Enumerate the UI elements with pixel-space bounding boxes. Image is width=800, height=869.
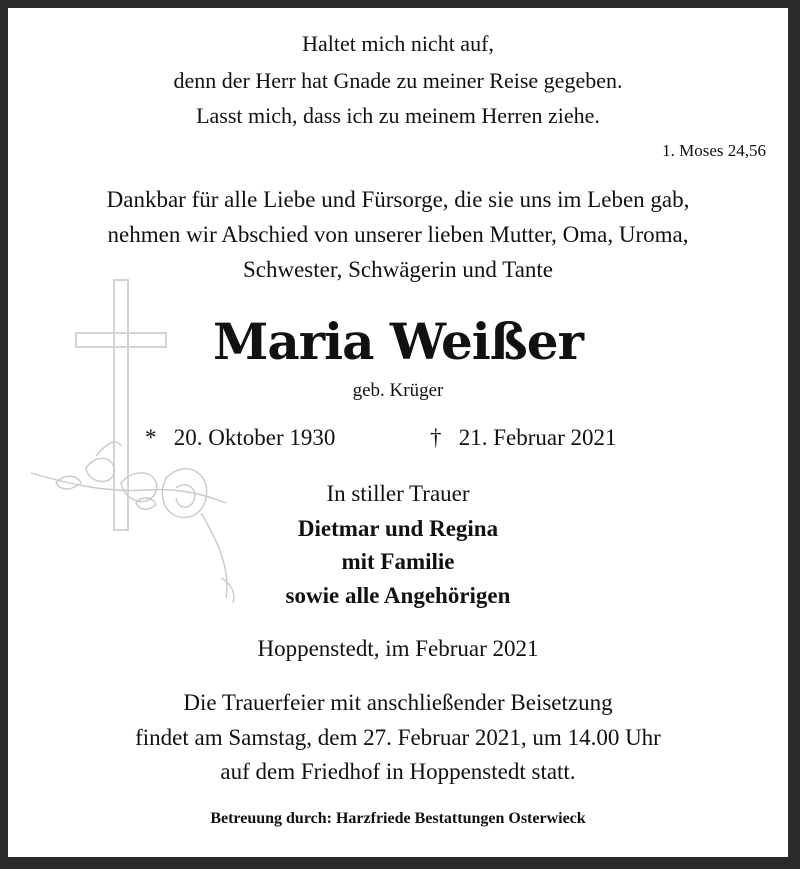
death-value: 21. Februar 2021 xyxy=(458,425,617,450)
verse-line: denn der Herr hat Gnade zu meiner Reise gegeben. xyxy=(173,68,623,93)
intro-line: nehmen wir Abschied von unserer lieben Mutter, Oma, Uroma, xyxy=(107,222,689,247)
bible-reference: 1. Moses 24,56 xyxy=(662,141,766,160)
service-line: findet am Samstag, dem 27. Februar 2021, um 14.00 Uhr xyxy=(135,725,661,750)
mourners-heading: In stiller Trauer xyxy=(326,481,470,506)
deceased-name: Maria Weißer xyxy=(213,312,583,371)
service-line: Die Trauerfeier mit anschließender Beisetzung xyxy=(183,690,613,715)
verse-line: Haltet mich nicht auf, xyxy=(302,31,494,56)
death-date xyxy=(430,425,617,451)
death-symbol: † xyxy=(430,425,442,450)
intro-line: Dankbar für alle Liebe und Fürsorge, die sie uns im Leben gab, xyxy=(106,187,690,212)
mourner-line: sowie alle Angehörigen xyxy=(285,583,511,608)
funeral-home-credit: Betreuung durch: Harzfriede Bestattungen Osterwieck xyxy=(210,810,586,827)
verse-line: Lasst mich, dass ich zu meinem Herren ziehe. xyxy=(196,103,600,128)
mourner-line: Dietmar und Regina xyxy=(297,516,499,541)
maiden-name: geb. Krüger xyxy=(352,380,444,401)
birth-symbol: * xyxy=(145,425,157,450)
birth-value: 20. Oktober 1930 xyxy=(173,425,336,450)
place-date: Hoppenstedt, im Februar 2021 xyxy=(257,636,539,661)
service-line: auf dem Friedhof in Hoppenstedt statt. xyxy=(220,759,576,784)
intro-line: Schwester, Schwägerin und Tante xyxy=(242,257,554,282)
birth-date xyxy=(145,425,335,451)
obituary-card xyxy=(8,8,788,857)
mourner-line: mit Familie xyxy=(341,549,455,574)
